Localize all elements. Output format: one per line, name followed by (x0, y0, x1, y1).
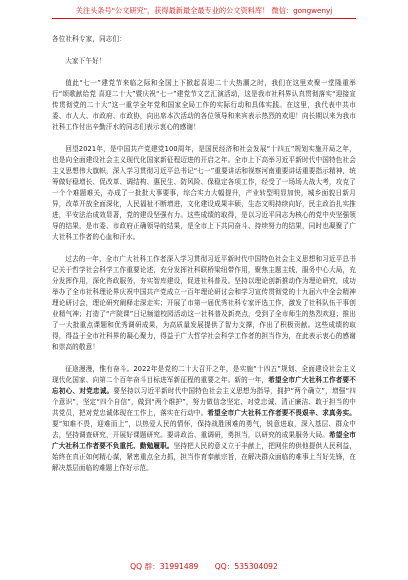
spacer (52, 67, 356, 78)
paragraph-text: 要坚持以习近平新时代中国特色社会主义思想为指导，拥护“两个确立”，增强“四个意识”，坚定“四个自信”，做到“两个维护”，努力做信念坚定、对党忠诚、清正廉洁、敢于担当的中共党员，把对党忠诚体现在工作上，落实在行动中。 (52, 387, 356, 417)
paragraph-text: 要“知难不畏，迎难而上”，以热爱人民的情怀，保持战胜困难的勇气，锐意进取，深入基层、群众中去，坚持调查研究，开展好课题研究。要讲政治、重调研，勇担当，以研究的成果服务大局。 (52, 420, 356, 439)
qq-text: QQ：535304092 (214, 562, 278, 571)
paragraph-1 (52, 78, 356, 133)
paragraph-4 (52, 364, 356, 474)
spacer (52, 133, 356, 144)
paragraph-text: 回望2021年，是中国共产党建党100周年，是国民经济和社会发展“十四五”规划实施开局之年，也是向全面建设社会主义现代化国家新征程迈进的开启之年。全市上下高举习近平新时代中国特色社会主义思想伟大旗帜，深入学习贯彻习近平总书记“七一”重要讲话和视察河南重要讲话重要指示精神，统筹做好稳增长、促改革、调结构、惠民生、防风险、保稳定各项工作，经受了一场场大战大考，攻克了一个个难题难关，办成了一批批大事要事，综合实力大幅提升，产业转型明显加快，城乡面貌日新月异，改革开放全面深化，人民福祉不断增进，文化建设成果丰硕，生态文明持续向好，民主政治扎实推进，平安法治成效显著，党的建设坚强有力。这些成绩的取得，是以习近平同志为核心的党中央坚强领导的结果，是市委、市政府正确领导的结果，是全市上下共同奋斗、持续努力的结果，同时也凝聚了广大社科工作者的心血和汗水。 (52, 145, 356, 241)
paragraph-emphasis: 希望全市广大社科工作者要不畏艰辛、求真务实。 (207, 409, 356, 417)
paragraph-emphasis: 希望全市广大社科工作者要不负重托、勤勉履职。 (52, 431, 356, 450)
paragraph-text: 过去的一年，全市广大社科工作者深入学习贯彻习近平新时代中国特色社会主义思想和习近平总书记关于哲学社会科学工作重要论述，充分发挥社科联桥梁纽带作用，聚焦主题主线，服务中心大局，充分发挥作用，深化咨政服务，夯实智库建设，促进社科普及。坚持以理论创新推动作为理论研究，成功举办了全市社科理论界庆祝中国共产党成立一百年理论研讨会和学习宣传贯彻党的十九届六中全会精神理论研讨会，理论研究阐释走深走实；开展了市第一届优秀社科专家评选工作，激发了社科队伍干事创业精气神；打造了“产院课”日记频道校园活动这一社科普及新亮点，受到了全市师生的热烈欢迎；推出了一大批重点课题和优秀调研成果，为高质量发展提供了智力支撑，作出了积极贡献。这些成绩的取得，得益于全市社科界的凝心聚力，得益于广大哲学社会科学工作者的担当作为，在此表示衷心的感谢和崇高的敬意！ (52, 255, 356, 351)
header-banner: 关注头条号"公文研究"，获得最新最全最专业的公文资料库！ 微信：gongwenyj (75, 6, 333, 15)
salutation: 大家下午好！ (65, 57, 106, 65)
paragraph-text: 征途漫漫，惟有奋斗。2022年是党的二十大召开之年，是实施“十四五”规划、全面建设社会主义现代化国家、向第二个百年奋斗目标进军新征程的重要之年。新的一年， (52, 365, 356, 384)
paragraph-3 (52, 254, 356, 353)
spacer (52, 353, 356, 364)
paragraph-2 (52, 144, 356, 243)
footer-contact (0, 562, 408, 572)
spacer (52, 45, 356, 56)
spacer (52, 243, 356, 254)
paragraph-emphasis: 希望全市广大社科工作者要不忘初心、对党忠诚。 (52, 376, 356, 395)
greeting: 各位社科专家，同志们： (52, 35, 126, 43)
qq-group-text: QQ 群：31991489 (130, 562, 199, 571)
paragraph-text: 坚持把人民的意义立于丰献上，把网住的供他提供人民利益，始终在真正如何精心谋，紧密重点全力抓，担当作育奉献宗旨，在解决群众面临的难事上当好先锋，在解决基层面临的难题上作好示范。 (52, 442, 357, 472)
document-body (52, 34, 356, 474)
paragraph-text: 值此“七一”建党节来临之际和全国上下掀起喜迎二十大热潮之时，我们在这里欢聚一堂隆重举行“颂歌献给党 喜迎二十大”暨庆祝“七一”建党节文艺汇演活动，这是我市社科界认真贯彻落实“迎接宣传贯彻党的二十大”这一重学全年党和国家全局工作的实际行动和具体实践。在这里，我代表中共市委、市人大、市政府、市政协，向出席本次活动的各位领导和来宾表示热烈的欢迎！向长期以来为我市社科工作付出辛勤汗水的同志们表示衷心的感谢！ (52, 79, 356, 131)
header-divider (52, 18, 356, 19)
